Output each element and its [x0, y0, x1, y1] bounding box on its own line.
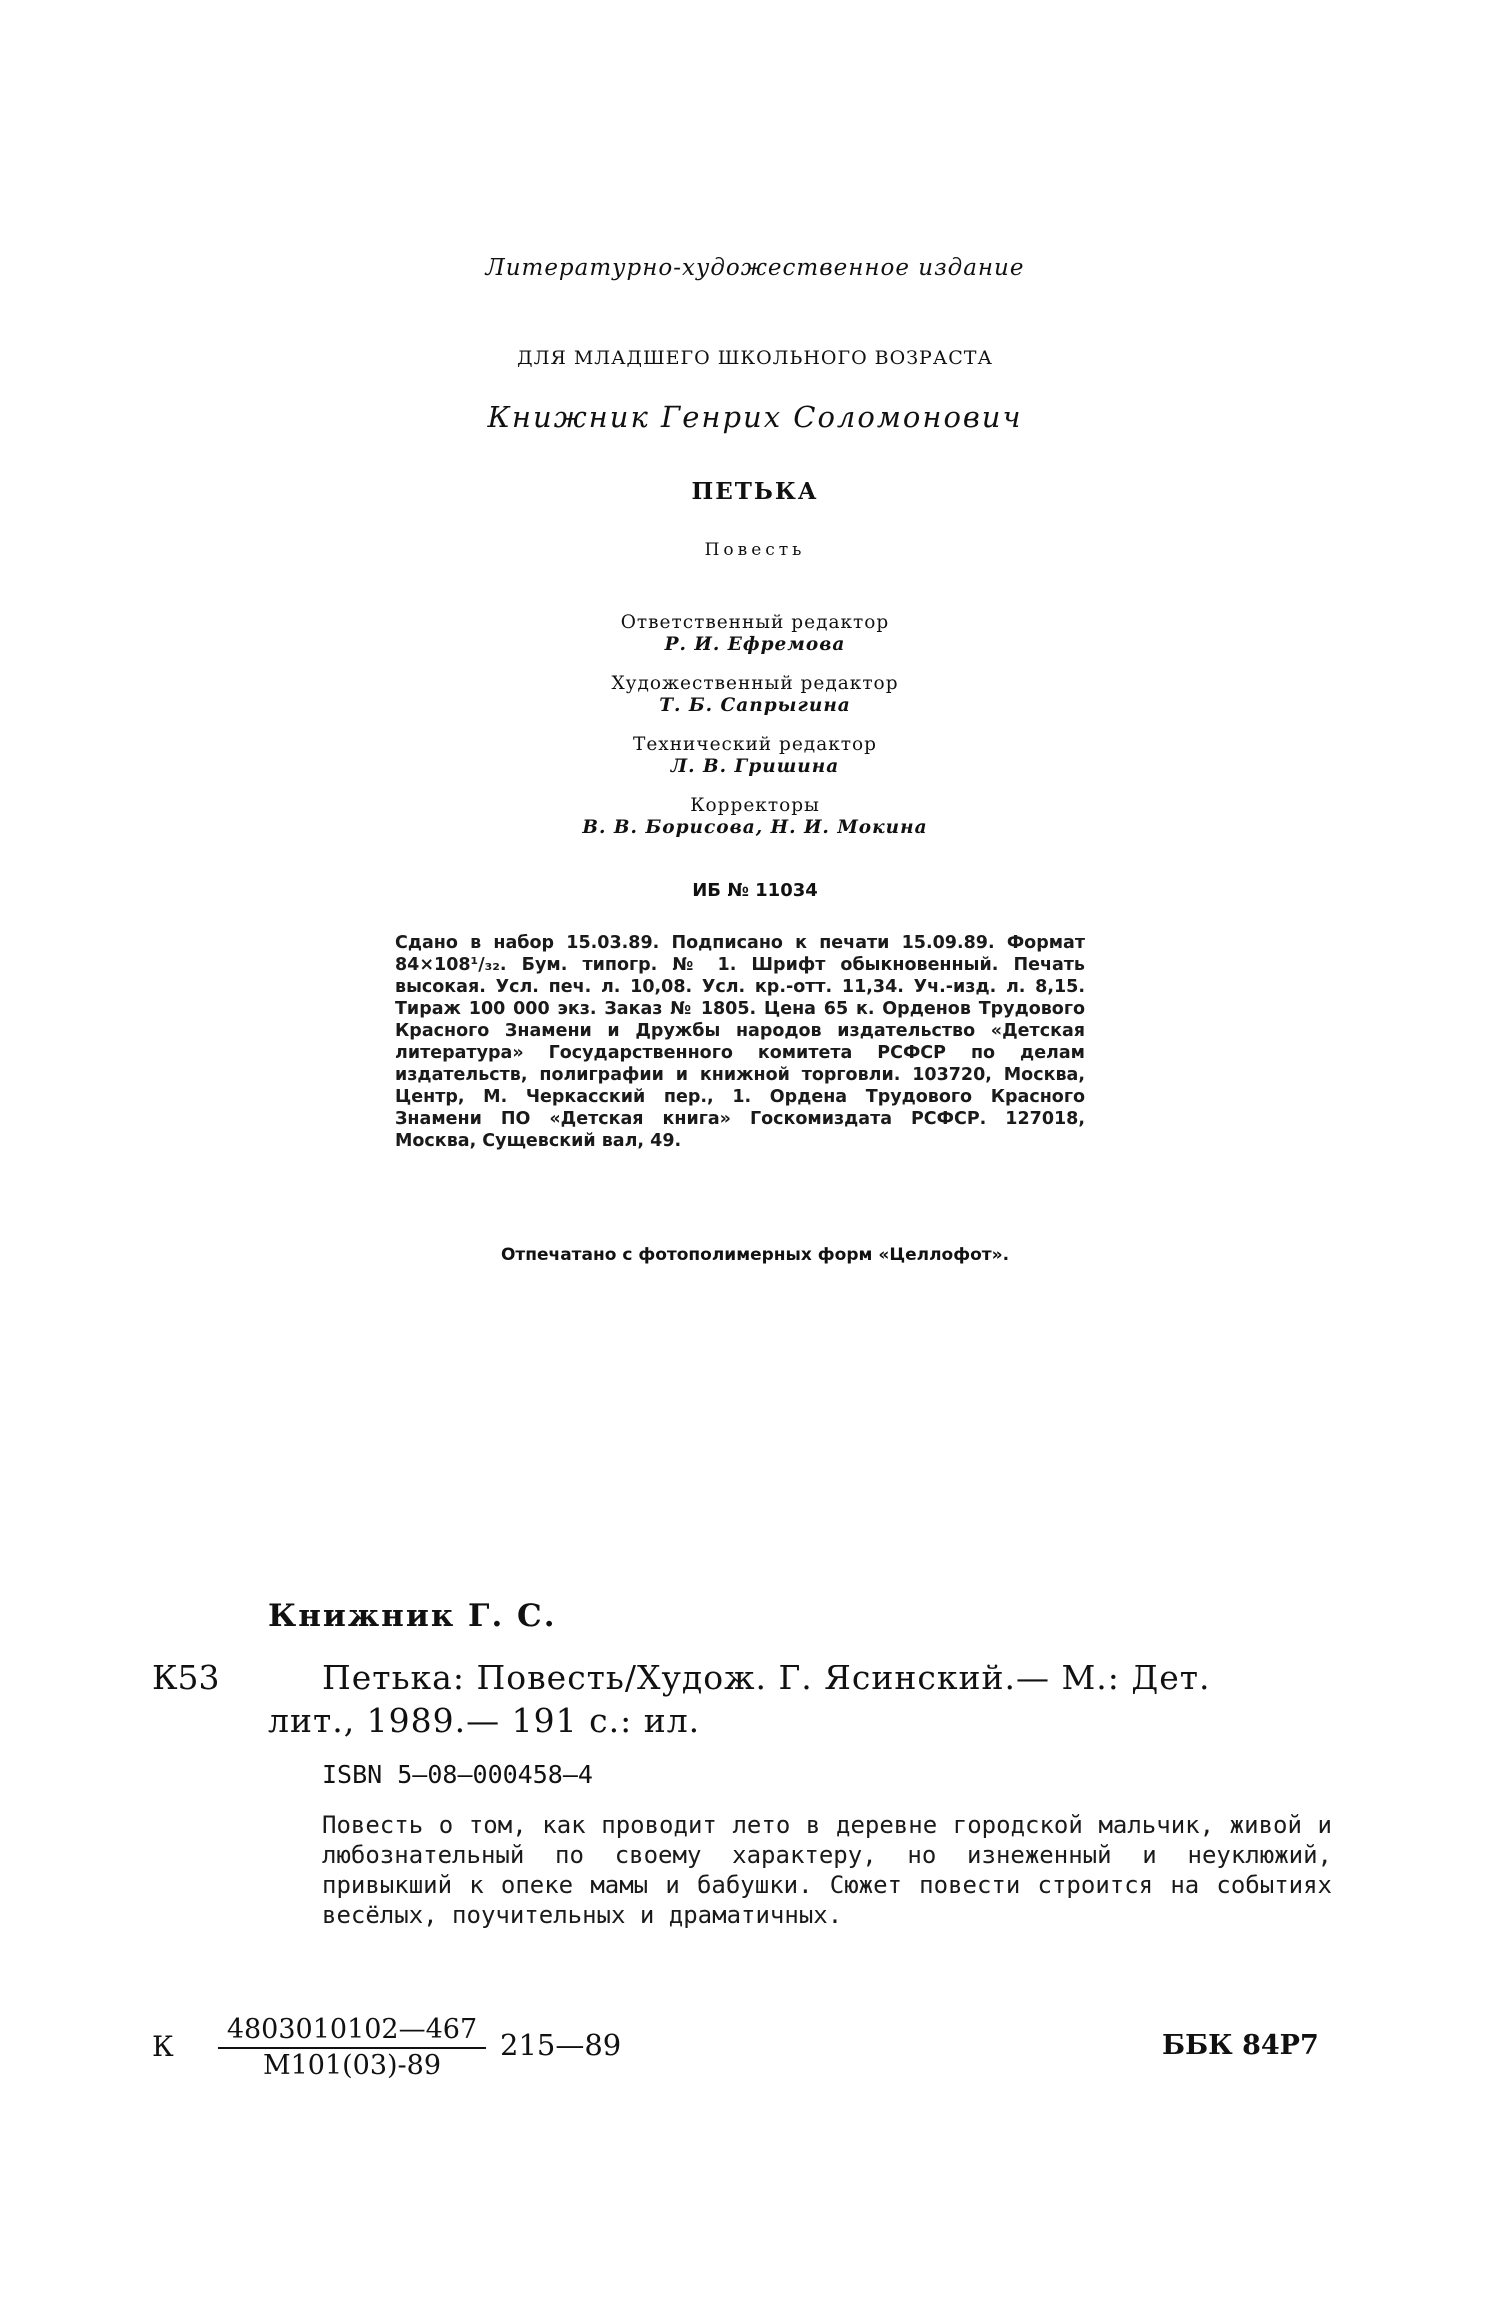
edition-type: Литературно-художественное издание [485, 255, 1025, 281]
imprint-text: Сдано в набор 15.03.89. Подписано к печати 15.09.89. Формат 84×108¹/₃₂. Бум. типогр. № 1. Шрифт обыкновенный. Печать высокая. Усл. печ. л. 10,08. Усл. кр.-отт. 11,34. Уч.-изд. л. 8,15. Тираж 100 000 экз. Заказ № 1805. Цена 65 к. Орденов Трудового Красного Знамени и Дружбы народов издательство «Детская литература» Государственного комитета РСФСР по делам издательств, полиграфии и книжной торговли. 103720, Москва, Центр, М. Черкасский пер., 1. Ордена Трудового Красного Знамени ПО «Детская книга» Госкомиздата РСФСР. 127018, Москва, Сущевский вал, 49. [395, 933, 1085, 1151]
credits-block [0, 612, 1510, 856]
isbn: ISBN 5–08–000458–4 [322, 1760, 593, 1789]
credit-name: Р. И. Ефремова [664, 634, 846, 655]
ib-number: ИБ № 11034 [692, 880, 818, 901]
catalog-description-line2: лит., 1989.— 191 с.: ил. [268, 1701, 701, 1740]
credit-role: Художественный редактор [611, 673, 899, 694]
fraction-denominator: М101(03)-89 [262, 2050, 442, 2081]
fraction-numerator: 4803010102—467 [218, 2015, 486, 2049]
genre: Повесть [704, 540, 806, 560]
bbk-code: ББК 84Р7 [1162, 2030, 1319, 2061]
credit-name: Л. В. Гришина [670, 756, 840, 777]
age-group: ДЛЯ МЛАДШЕГО ШКОЛЬНОГО ВОЗРАСТА [517, 347, 993, 369]
index-letter: К [152, 2030, 174, 2063]
catalog-author: Книжник Г. С. [268, 1598, 557, 1634]
credit-name: Т. Б. Сапрыгина [659, 695, 851, 716]
annotation: Повесть о том, как проводит лето в деревне городской мальчик, живой и любознательный по своему характеру, но изнеженный и неуклюжий, привыкший к опеке мамы и бабушки. Сюжет повести строится на событиях весёлых, поучительных и драматичных. [322, 1811, 1332, 1929]
book-title: ПЕТЬКА [691, 478, 819, 505]
print-note: Отпечатано с фотополимерных форм «Целлофот». [500, 1245, 1010, 1265]
catalog-code: К53 [152, 1658, 220, 1697]
credit-name: В. В. Борисова, Н. И. Мокина [582, 817, 928, 838]
catalog-number: 215—89 [500, 2028, 622, 2062]
credit-role: Технический редактор [632, 734, 877, 755]
catalog-description-line1: Петька: Повесть/Худож. Г. Ясинский.— М.: Дет. [322, 1658, 1211, 1697]
credit-role: Корректоры [690, 795, 820, 816]
classification-fraction [218, 2015, 486, 2083]
author-full-name: Книжник Генрих Соломонович [487, 400, 1023, 434]
credit-role: Ответственный редактор [620, 612, 890, 633]
